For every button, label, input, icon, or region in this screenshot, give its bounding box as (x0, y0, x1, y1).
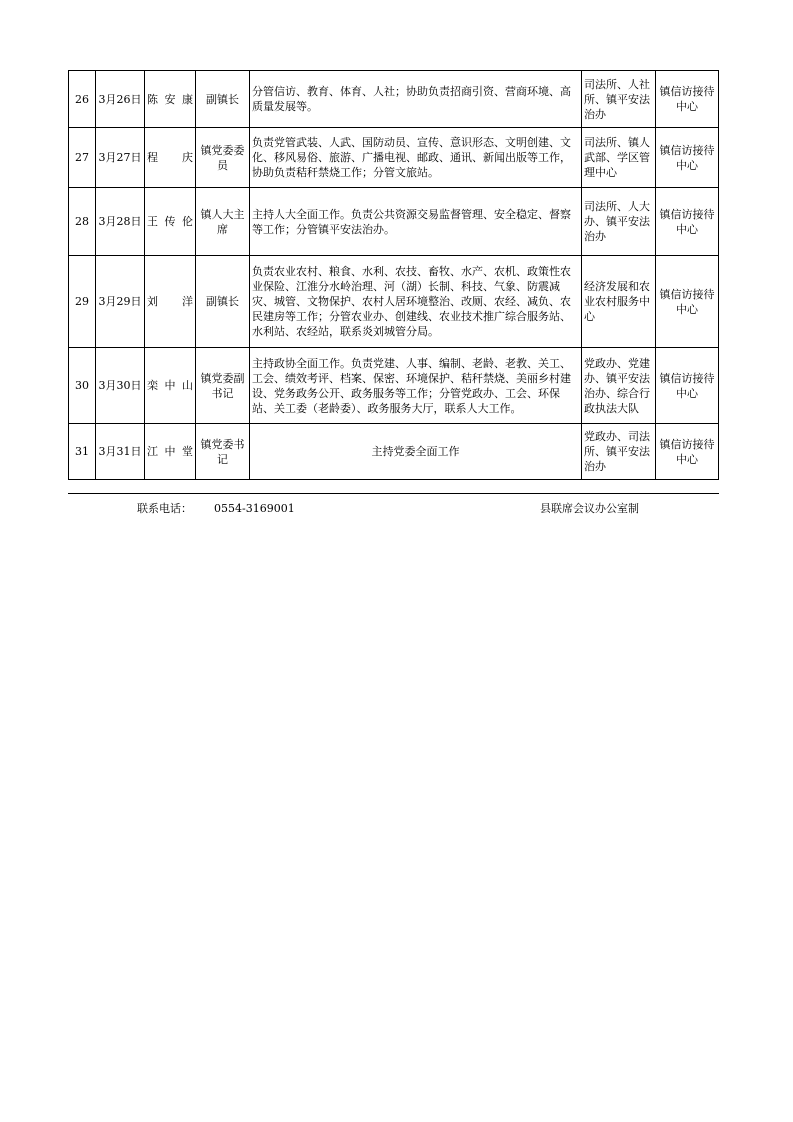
leader-name: 刘 洋 (145, 256, 196, 348)
leader-position: 镇党委书记 (196, 424, 250, 480)
row-number: 27 (69, 128, 96, 188)
reception-place: 镇信访接待中心 (656, 128, 719, 188)
table-row (69, 256, 719, 348)
leader-duties: 主持人大全面工作。负责公共资源交易监督管理、安全稳定、督察等工作；分管镇平安法治办。 (250, 188, 582, 256)
reception-date: 3月26日 (96, 71, 145, 128)
leader-duties: 负责农业农村、粮食、水利、农技、畜牧、水产、农机、政策性农业保险、江淮分水岭治理、河（湖）长制、科技、气象、防震减灾、城管、文物保护、农村人居环境整治、改厕、农经、减负、农民建房等工作；分管农业办、创建线、农业技术推广综合服务站、水利站、农经站，联系炎刘城管分局。 (250, 256, 582, 348)
leader-duties: 负责党管武装、人武、国防动员、宣传、意识形态、文明创建、文化、移风易俗、旅游、广播电视、邮政、通讯、新闻出版等工作，协助负责秸秆禁烧工作；分管文旅站。 (250, 128, 582, 188)
leader-name: 栾中山 (145, 348, 196, 424)
issuer-note: 县联席会议办公室制 (540, 502, 639, 515)
row-number: 26 (69, 71, 96, 128)
reception-date: 3月30日 (96, 348, 145, 424)
reception-date: 3月29日 (96, 256, 145, 348)
reception-date: 3月28日 (96, 188, 145, 256)
reception-place: 镇信访接待中心 (656, 256, 719, 348)
reception-date: 3月27日 (96, 128, 145, 188)
table-row (69, 188, 719, 256)
accompanying-departments: 党政办、党建办、镇平安法治办、综合行政执法大队 (582, 348, 656, 424)
accompanying-departments: 司法所、镇人武部、学区管理中心 (582, 128, 656, 188)
reception-schedule-table (68, 70, 719, 480)
row-number: 29 (69, 256, 96, 348)
table-row (69, 128, 719, 188)
contact-label: 联系电话： (137, 502, 192, 515)
leader-duties: 分管信访、教育、体育、人社；协助负责招商引资、营商环境、高质量发展等。 (250, 71, 582, 128)
accompanying-departments: 党政办、司法所、镇平安法治办 (582, 424, 656, 480)
table-row (69, 424, 719, 480)
leader-position: 镇党委副书记 (196, 348, 250, 424)
reception-place: 镇信访接待中心 (656, 424, 719, 480)
row-number: 30 (69, 348, 96, 424)
leader-position: 副镇长 (196, 256, 250, 348)
leader-duties: 主持政协全面工作。负责党建、人事、编制、老龄、老教、关工、工会、绩效考评、档案、保密、环境保护、秸秆禁烧、美丽乡村建设、党务政务公开、政务服务等工作；分管党政办、工会、环保站、关工委（老龄委）、政务服务大厅，联系人大工作。 (250, 348, 582, 424)
leader-name: 王传伦 (145, 188, 196, 256)
row-number: 31 (69, 424, 96, 480)
row-number: 28 (69, 188, 96, 256)
contact-phone: 0554-3169001 (214, 502, 295, 515)
reception-date: 3月31日 (96, 424, 145, 480)
leader-position: 镇党委委员 (196, 128, 250, 188)
accompanying-departments: 经济发展和农业农村服务中心 (582, 256, 656, 348)
contact-info (137, 500, 295, 516)
leader-position: 副镇长 (196, 71, 250, 128)
footer-divider (68, 493, 719, 494)
accompanying-departments: 司法所、人社所、镇平安法治办 (582, 71, 656, 128)
leader-name: 陈安康 (145, 71, 196, 128)
leader-duties: 主持党委全面工作 (250, 424, 582, 480)
leader-position: 镇人大主席 (196, 188, 250, 256)
table-row (69, 348, 719, 424)
reception-place: 镇信访接待中心 (656, 188, 719, 256)
leader-name: 程 庆 (145, 128, 196, 188)
table-row (69, 71, 719, 128)
leader-name: 江中堂 (145, 424, 196, 480)
reception-place: 镇信访接待中心 (656, 348, 719, 424)
accompanying-departments: 司法所、人大办、镇平安法治办 (582, 188, 656, 256)
reception-place: 镇信访接待中心 (656, 71, 719, 128)
